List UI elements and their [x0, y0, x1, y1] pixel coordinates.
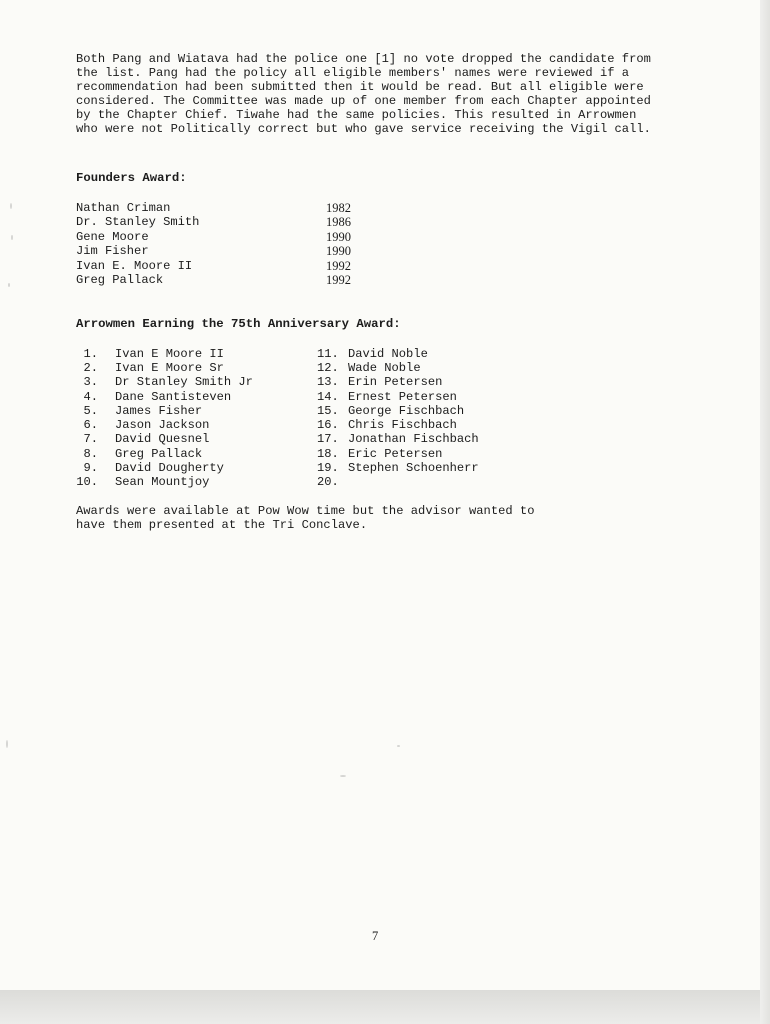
list-name: Jonathan Fischbach [348, 432, 479, 446]
list-number: 6. [83, 418, 98, 432]
founder-year: 1992 [326, 259, 351, 273]
intro-line: the list. Pang had the policy all eligible members' names were reviewed if a [76, 66, 630, 80]
list-number: 4. [83, 390, 98, 404]
list-number: 5. [83, 404, 98, 418]
list-name: Dr Stanley Smith Jr [115, 375, 253, 389]
list-name: Stephen Schoenherr [348, 461, 479, 475]
founder-name: Gene Moore [76, 230, 149, 244]
list-name: Ernest Petersen [348, 390, 457, 404]
list-name: David Noble [348, 347, 428, 361]
list-number: 2. [83, 361, 98, 375]
scan-speck [11, 235, 13, 240]
closing-line: Awards were available at Pow Wow time but the advisor wanted to [76, 504, 535, 518]
founder-year: 1990 [326, 244, 351, 258]
list-name: Ivan E Moore Sr [115, 361, 224, 375]
list-name: Eric Petersen [348, 447, 443, 461]
list-name: Ivan E Moore II [115, 347, 224, 361]
page-number: 7 [372, 929, 379, 943]
list-number: 20. [317, 475, 339, 489]
list-number: 15. [317, 404, 339, 418]
intro-line: Both Pang and Wiatava had the police one [1] no vote dropped the candidate from [76, 52, 651, 66]
closing-line: have them presented at the Tri Conclave. [76, 518, 368, 532]
list-name: Jason Jackson [115, 418, 210, 432]
list-number: 17. [317, 432, 339, 446]
list-number: 10. [76, 475, 98, 489]
founder-name: Ivan E. Moore II [76, 259, 193, 273]
list-number: 9. [83, 461, 98, 475]
list-name: Chris Fischbach [348, 418, 457, 432]
intro-line: recommendation had been submitted then it would be read. But all eligible were [76, 80, 644, 94]
list-number: 18. [317, 447, 339, 461]
list-number: 19. [317, 461, 339, 475]
scan-right-edge [760, 0, 770, 1024]
founder-name: Nathan Criman [76, 201, 171, 215]
scan-speck [6, 740, 8, 748]
intro-line: considered. The Committee was made up of one member from each Chapter appointed [76, 94, 651, 108]
founder-year: 1986 [326, 215, 351, 229]
list-number: 1. [83, 347, 98, 361]
list-name: Wade Noble [348, 361, 421, 375]
list-name: Sean Mountjoy [115, 475, 210, 489]
founder-year: 1992 [326, 273, 351, 287]
list-name: David Dougherty [115, 461, 224, 475]
list-number: 3. [83, 375, 98, 389]
list-name: George Fischbach [348, 404, 465, 418]
founder-name: Greg Pallack [76, 273, 164, 287]
intro-line: who were not Politically correct but who gave service receiving the Vigil call. [76, 122, 651, 136]
intro-line: by the Chapter Chief. Tiwahe had the same policies. This resulted in Arrowmen [76, 108, 637, 122]
scan-speck [340, 775, 346, 777]
list-number: 7. [83, 432, 98, 446]
list-name: Greg Pallack [115, 447, 203, 461]
list-number: 13. [317, 375, 339, 389]
scan-speck [397, 745, 400, 747]
founder-name: Jim Fisher [76, 244, 149, 258]
founder-year: 1982 [326, 201, 351, 215]
list-name: David Quesnel [115, 432, 210, 446]
list-number: 12. [317, 361, 339, 375]
anniversary-award-heading: Arrowmen Earning the 75th Anniversary Award: [76, 317, 401, 331]
scan-bottom-shadow [0, 990, 770, 1024]
list-number: 11. [317, 347, 339, 361]
list-number: 16. [317, 418, 339, 432]
list-number: 14. [317, 390, 339, 404]
founders-award-heading: Founders Award: [76, 171, 187, 185]
scan-speck [10, 203, 12, 209]
founder-year: 1990 [326, 230, 351, 244]
scan-speck [8, 283, 10, 287]
list-number: 8. [83, 447, 98, 461]
list-name: James Fisher [115, 404, 203, 418]
list-name: Erin Petersen [348, 375, 443, 389]
founder-name: Dr. Stanley Smith [76, 215, 200, 229]
list-name: Dane Santisteven [115, 390, 232, 404]
